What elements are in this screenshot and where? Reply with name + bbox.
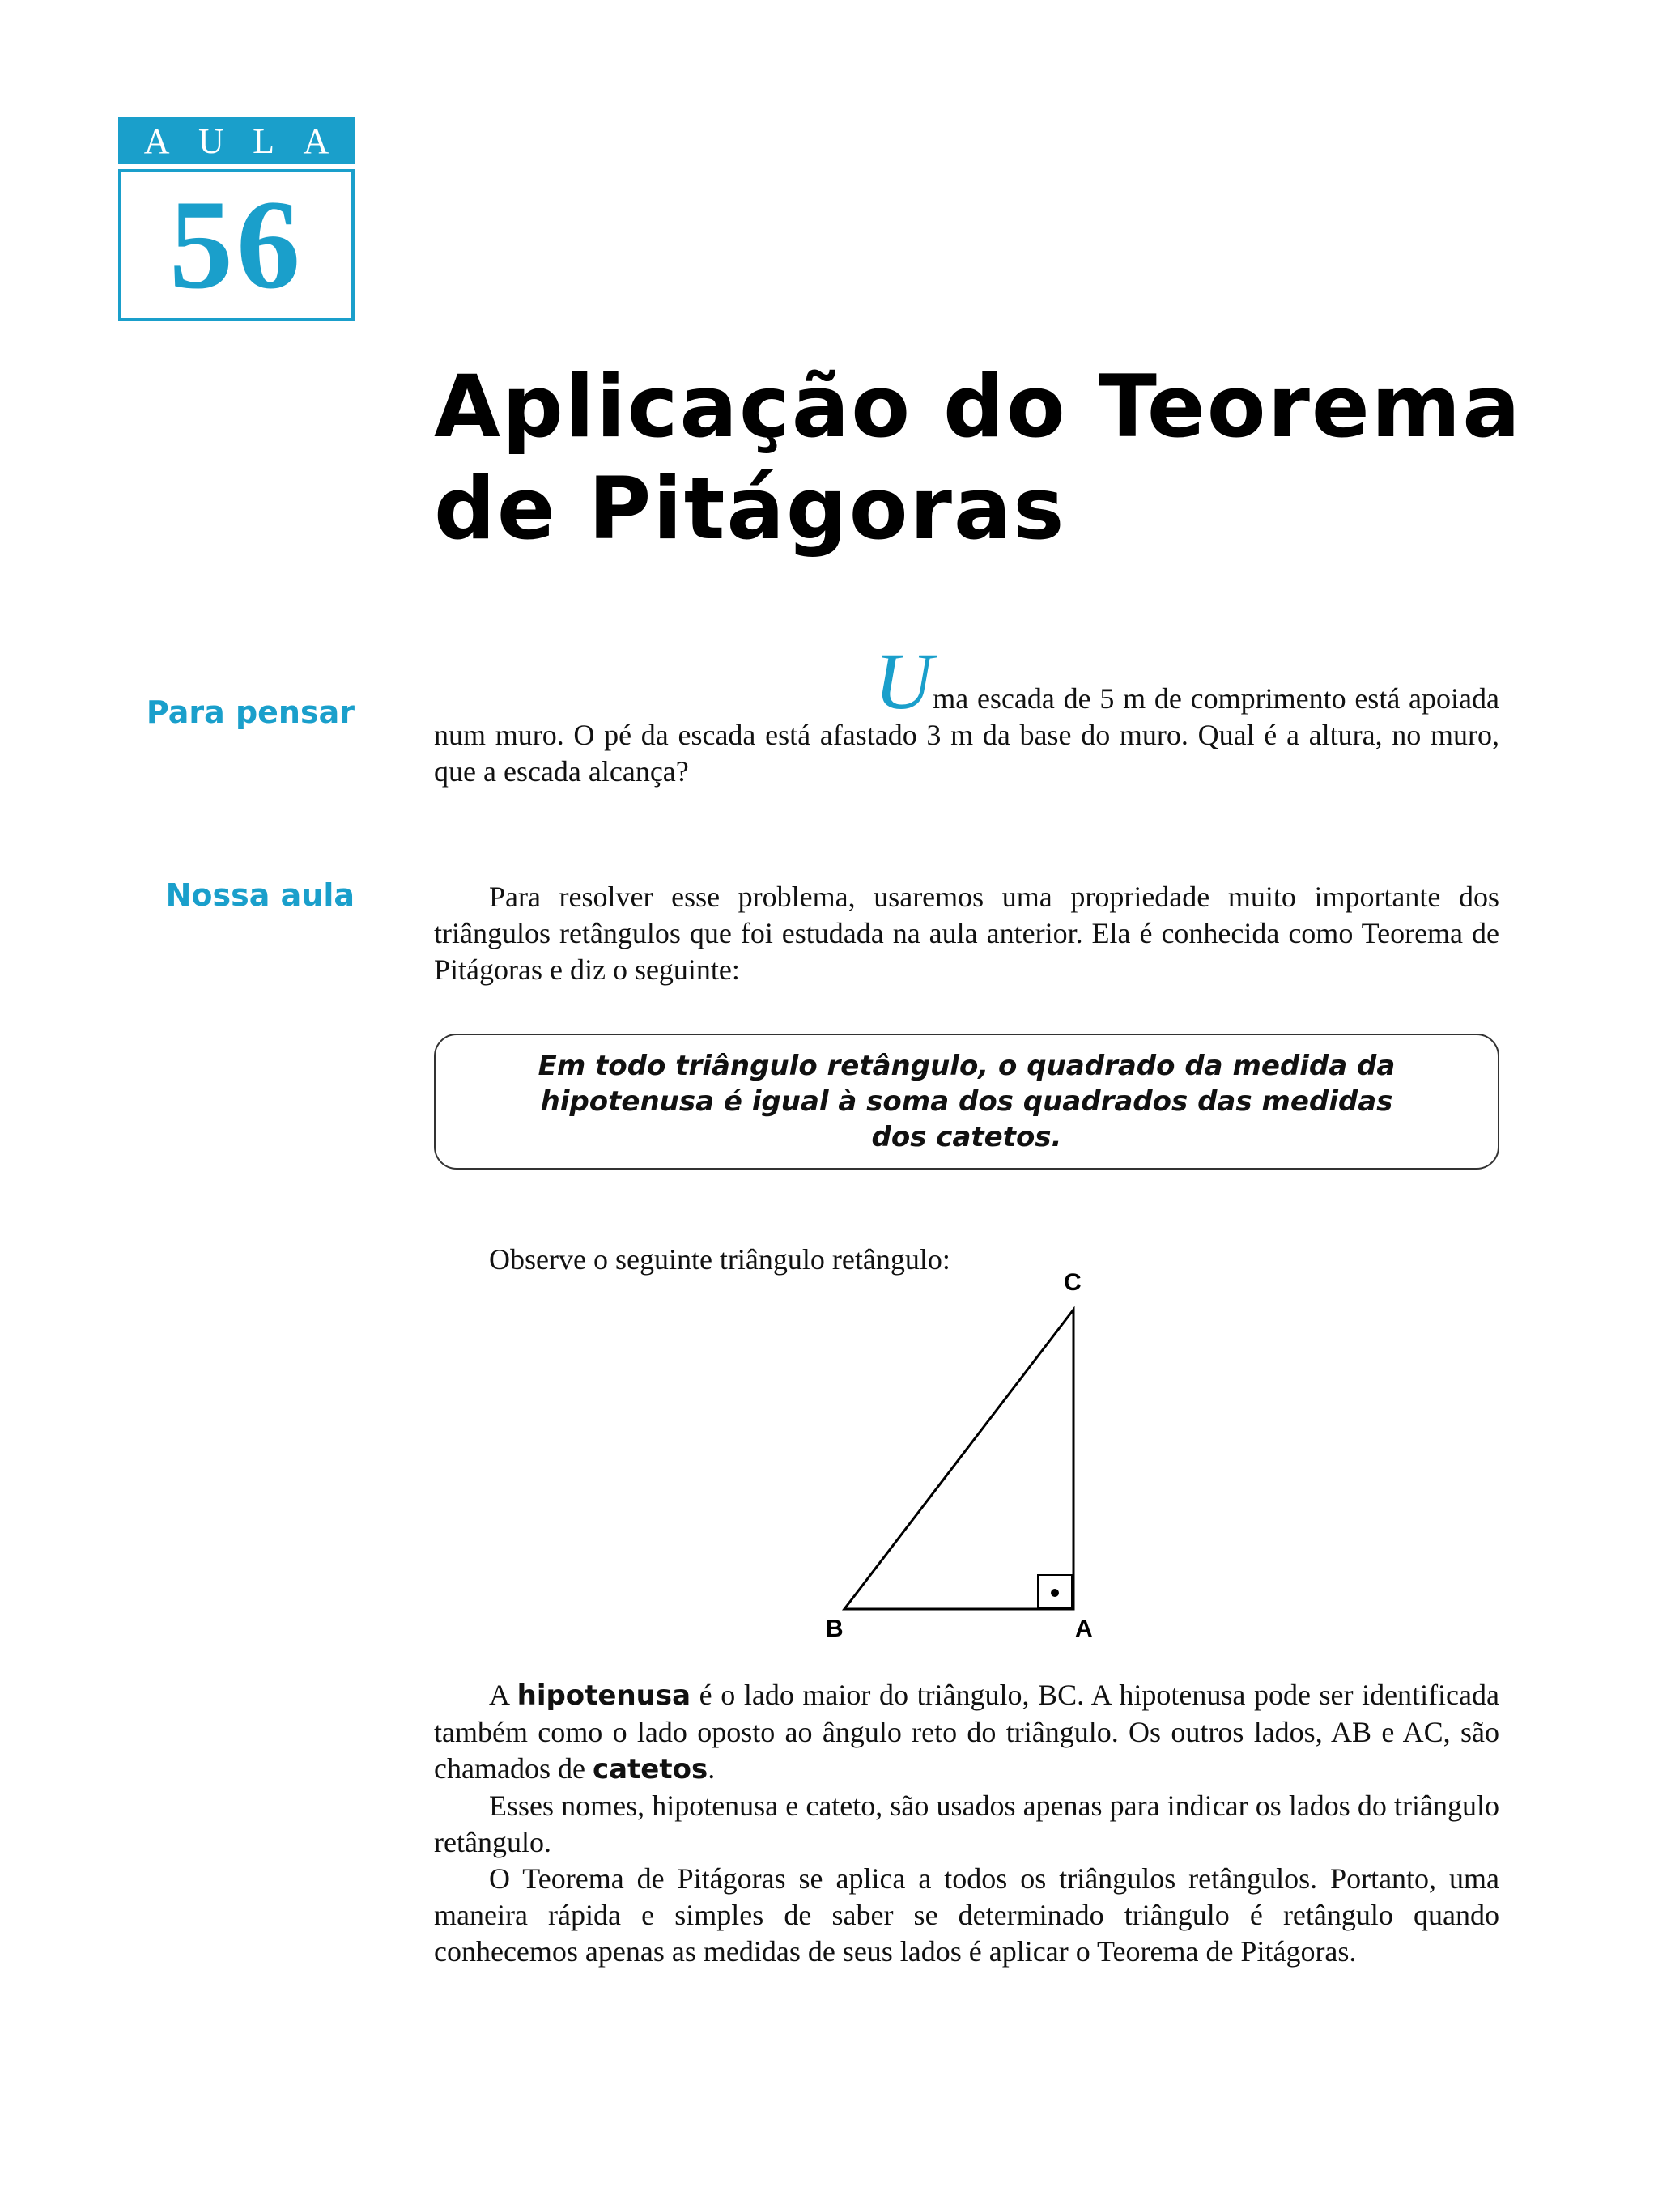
vertex-label-a: A	[1075, 1615, 1093, 1642]
page-title	[434, 356, 1567, 560]
hypotenuse-paragraph	[434, 1677, 1499, 1788]
nossa-aula-intro	[434, 879, 1499, 988]
term-hipotenusa: hipotenusa	[517, 1679, 691, 1712]
intro-paragraph: Para resolver esse problema, usaremos uma propriedade muito importante dos triângulos retângulos que foi estudada na aula anterior. Ela é conhecida como Teorema de Pitágoras e diz o seguinte:	[434, 881, 1499, 986]
vertex-label-c: C	[1064, 1269, 1082, 1296]
text-run: .	[708, 1752, 716, 1785]
vertex-label-b: B	[826, 1615, 844, 1642]
text-run: é o lado maior do triângulo, BC. A hipotenusa pode ser identificada também como o lado oposto ao ângulo reto do triângulo. Os outros lados, AB e AC, são chamados de	[434, 1679, 1499, 1785]
theorem-statement: Em todo triângulo retângulo, o quadrado da medida da hipotenusa é igual à soma dos quadrados das medidas dos catetos.	[538, 1050, 1396, 1153]
section-label-para-pensar: Para pensar	[146, 694, 355, 730]
para-pensar-body: ma escada de 5 m de comprimento está apoiada num muro. O pé da escada está afastado 3 m da base do muro. Qual é a altura, no muro, que a escada alcança?	[434, 682, 1499, 788]
right-angle-dot	[1051, 1589, 1059, 1597]
body-paragraphs	[434, 1677, 1499, 1970]
text-run: A	[489, 1679, 517, 1711]
page-title-line1: Aplicação do Teorema	[434, 357, 1522, 456]
triangle-svg	[810, 1263, 1133, 1651]
lesson-label	[118, 117, 355, 164]
lesson-number: 56	[118, 169, 355, 321]
section-label-nossa-aula: Nossa aula	[165, 877, 355, 913]
term-catetos: catetos	[592, 1753, 708, 1785]
lesson-letter: A	[143, 121, 170, 161]
lesson-letter: A	[303, 121, 329, 161]
page-title-line2: de Pitágoras	[434, 459, 1066, 558]
right-triangle-figure	[810, 1263, 1133, 1655]
triangle-shape	[844, 1310, 1073, 1609]
theorem-box	[434, 1034, 1499, 1170]
lesson-letter: U	[198, 121, 224, 161]
lesson-letter: L	[253, 121, 275, 161]
names-paragraph: Esses nomes, hipotenusa e cateto, são usados apenas para indicar os lados do triângulo retângulo.	[434, 1790, 1499, 1858]
para-pensar-text	[434, 636, 1499, 790]
lesson-badge	[118, 117, 355, 321]
theorem-application-paragraph: O Teorema de Pitágoras se aplica a todos os triângulos retângulos. Portanto, uma maneira rápida e simples de saber se determinado triângulo é retângulo quando conhecemos apenas as medidas de seus lados é aplicar o Teorema de Pitágoras.	[434, 1862, 1499, 1968]
dropcap: U	[874, 636, 933, 726]
observe-paragraph: Observe o seguinte triângulo retângulo:	[489, 1243, 950, 1276]
